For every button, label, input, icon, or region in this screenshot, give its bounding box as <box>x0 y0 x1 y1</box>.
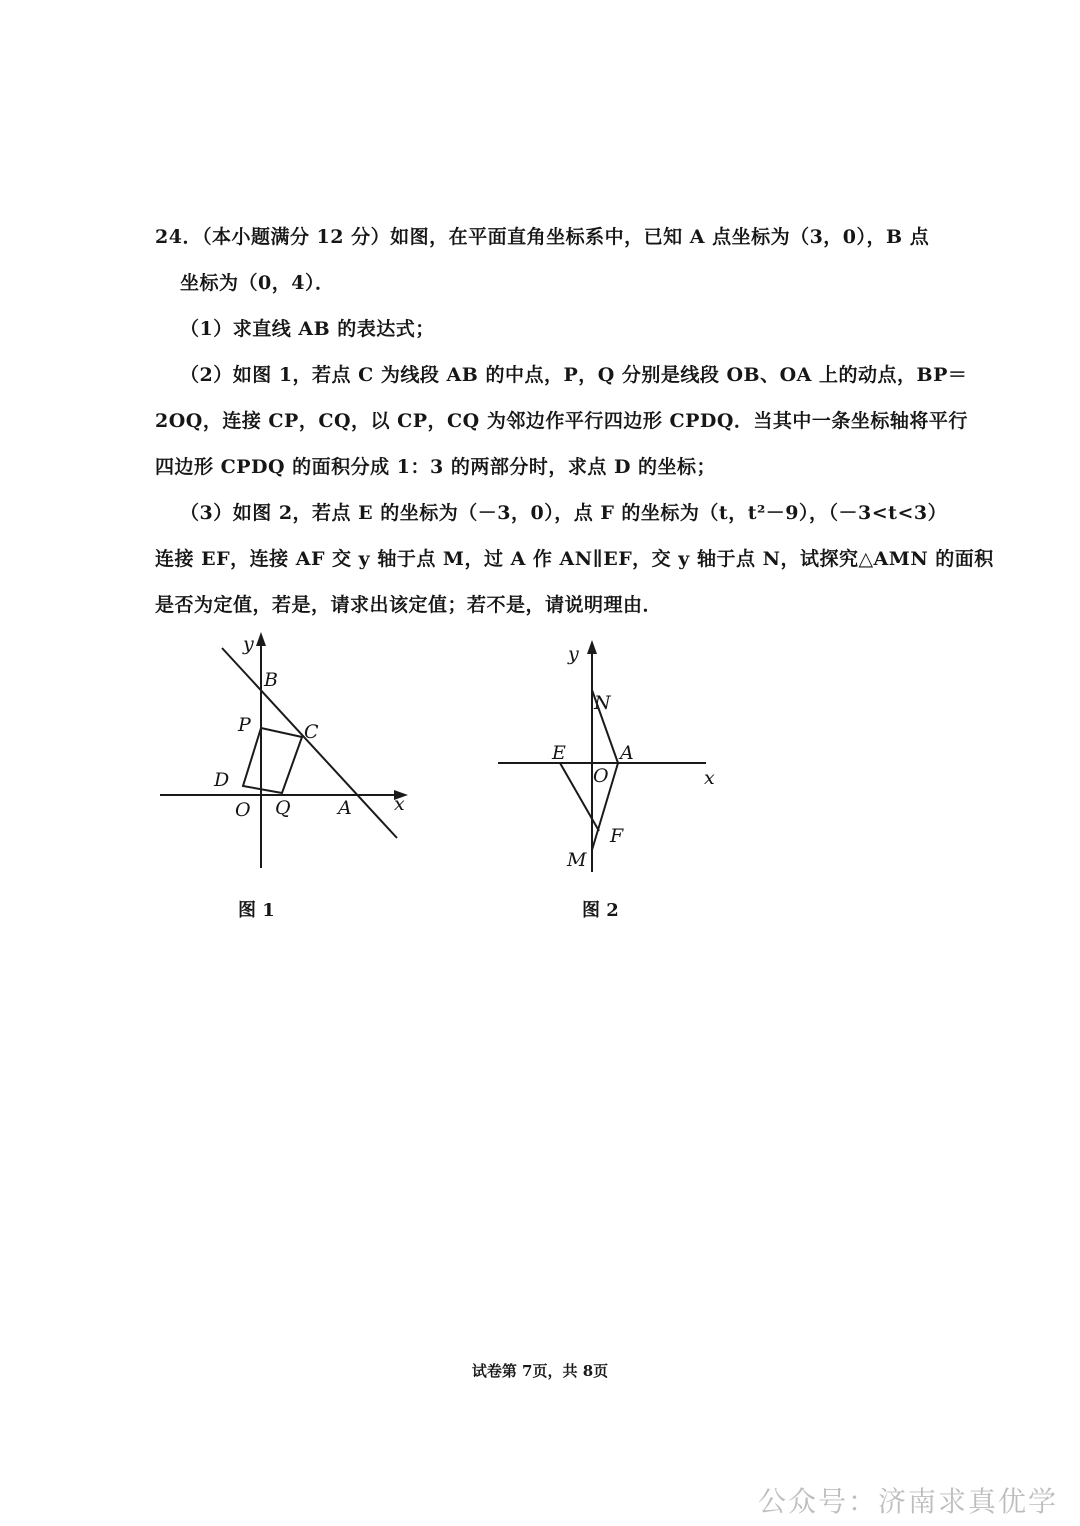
fig2-label-e: E <box>552 742 566 764</box>
fig2-label-x: x <box>704 767 715 789</box>
watermark: 公众号：济南求真优学 <box>757 1485 1058 1518</box>
fig2-label-o: O <box>593 765 609 787</box>
fig1-label-o: O <box>235 799 251 821</box>
question-24-part-3-line-2: 连接 EF，连接 AF 交 y 轴于点 M，过 A 作 AN∥EF，交 y 轴于点 N，试探究△AMN 的面积 <box>155 548 994 570</box>
question-24-part-3-line-1: （3）如图 2，若点 E 的坐标为（－3，0），点 F 的坐标为（t，t²－9），（－3<t<3） <box>180 502 948 524</box>
question-24-line-2: 坐标为（0，4）． <box>180 272 335 294</box>
question-24-part-2-line-2: 2OQ，连接 CP，CQ，以 CP，CQ 为邻边作平行四边形 CPDQ．当其中一条坐标轴将平行 <box>155 410 968 432</box>
fig1-label-a: A <box>338 797 352 819</box>
figure-2-caption: 图 2 <box>582 900 619 921</box>
question-24-part-3-line-3: 是否为定值，若是，请求出该定值；若不是，请说明理由． <box>155 594 663 616</box>
fig2-y-arrow <box>587 640 597 654</box>
fig2-label-y: y <box>568 643 579 665</box>
fig1-label-y: y <box>243 633 254 655</box>
fig1-label-p: P <box>238 714 251 736</box>
figure-1-diagram <box>150 628 430 878</box>
fig2-label-a: A <box>620 742 634 764</box>
fig1-label-x: x <box>394 793 405 815</box>
figure-1-caption: 图 1 <box>238 900 275 921</box>
question-24-line-1: 24．（本小题满分 12 分）如图，在平面直角坐标系中，已知 A 点坐标为（3，0），B 点 <box>155 226 930 248</box>
question-24-part-2-line-1: （2）如图 1，若点 C 为线段 AB 的中点，P，Q 分别是线段 OB、OA 上的动点，BP＝ <box>180 364 968 386</box>
question-24-part-1: （1）求直线 AB 的表达式； <box>180 318 435 340</box>
figure-2-diagram <box>492 632 732 882</box>
page-footer: 试卷第 7页，共 8页 <box>471 1362 609 1380</box>
fig1-label-c: C <box>304 721 319 743</box>
fig1-y-arrow <box>256 632 266 646</box>
question-24-part-2-line-3: 四边形 CPDQ 的面积分成 1：3 的两部分时，求点 D 的坐标； <box>155 456 717 478</box>
fig1-parallelogram-cpdq <box>243 728 302 793</box>
fig2-label-m: M <box>567 849 587 871</box>
fig2-label-f: F <box>610 825 624 847</box>
fig1-label-d: D <box>214 769 230 791</box>
fig1-label-q: Q <box>275 797 291 819</box>
fig1-label-b: B <box>264 669 278 691</box>
fig2-label-n: N <box>594 692 611 714</box>
